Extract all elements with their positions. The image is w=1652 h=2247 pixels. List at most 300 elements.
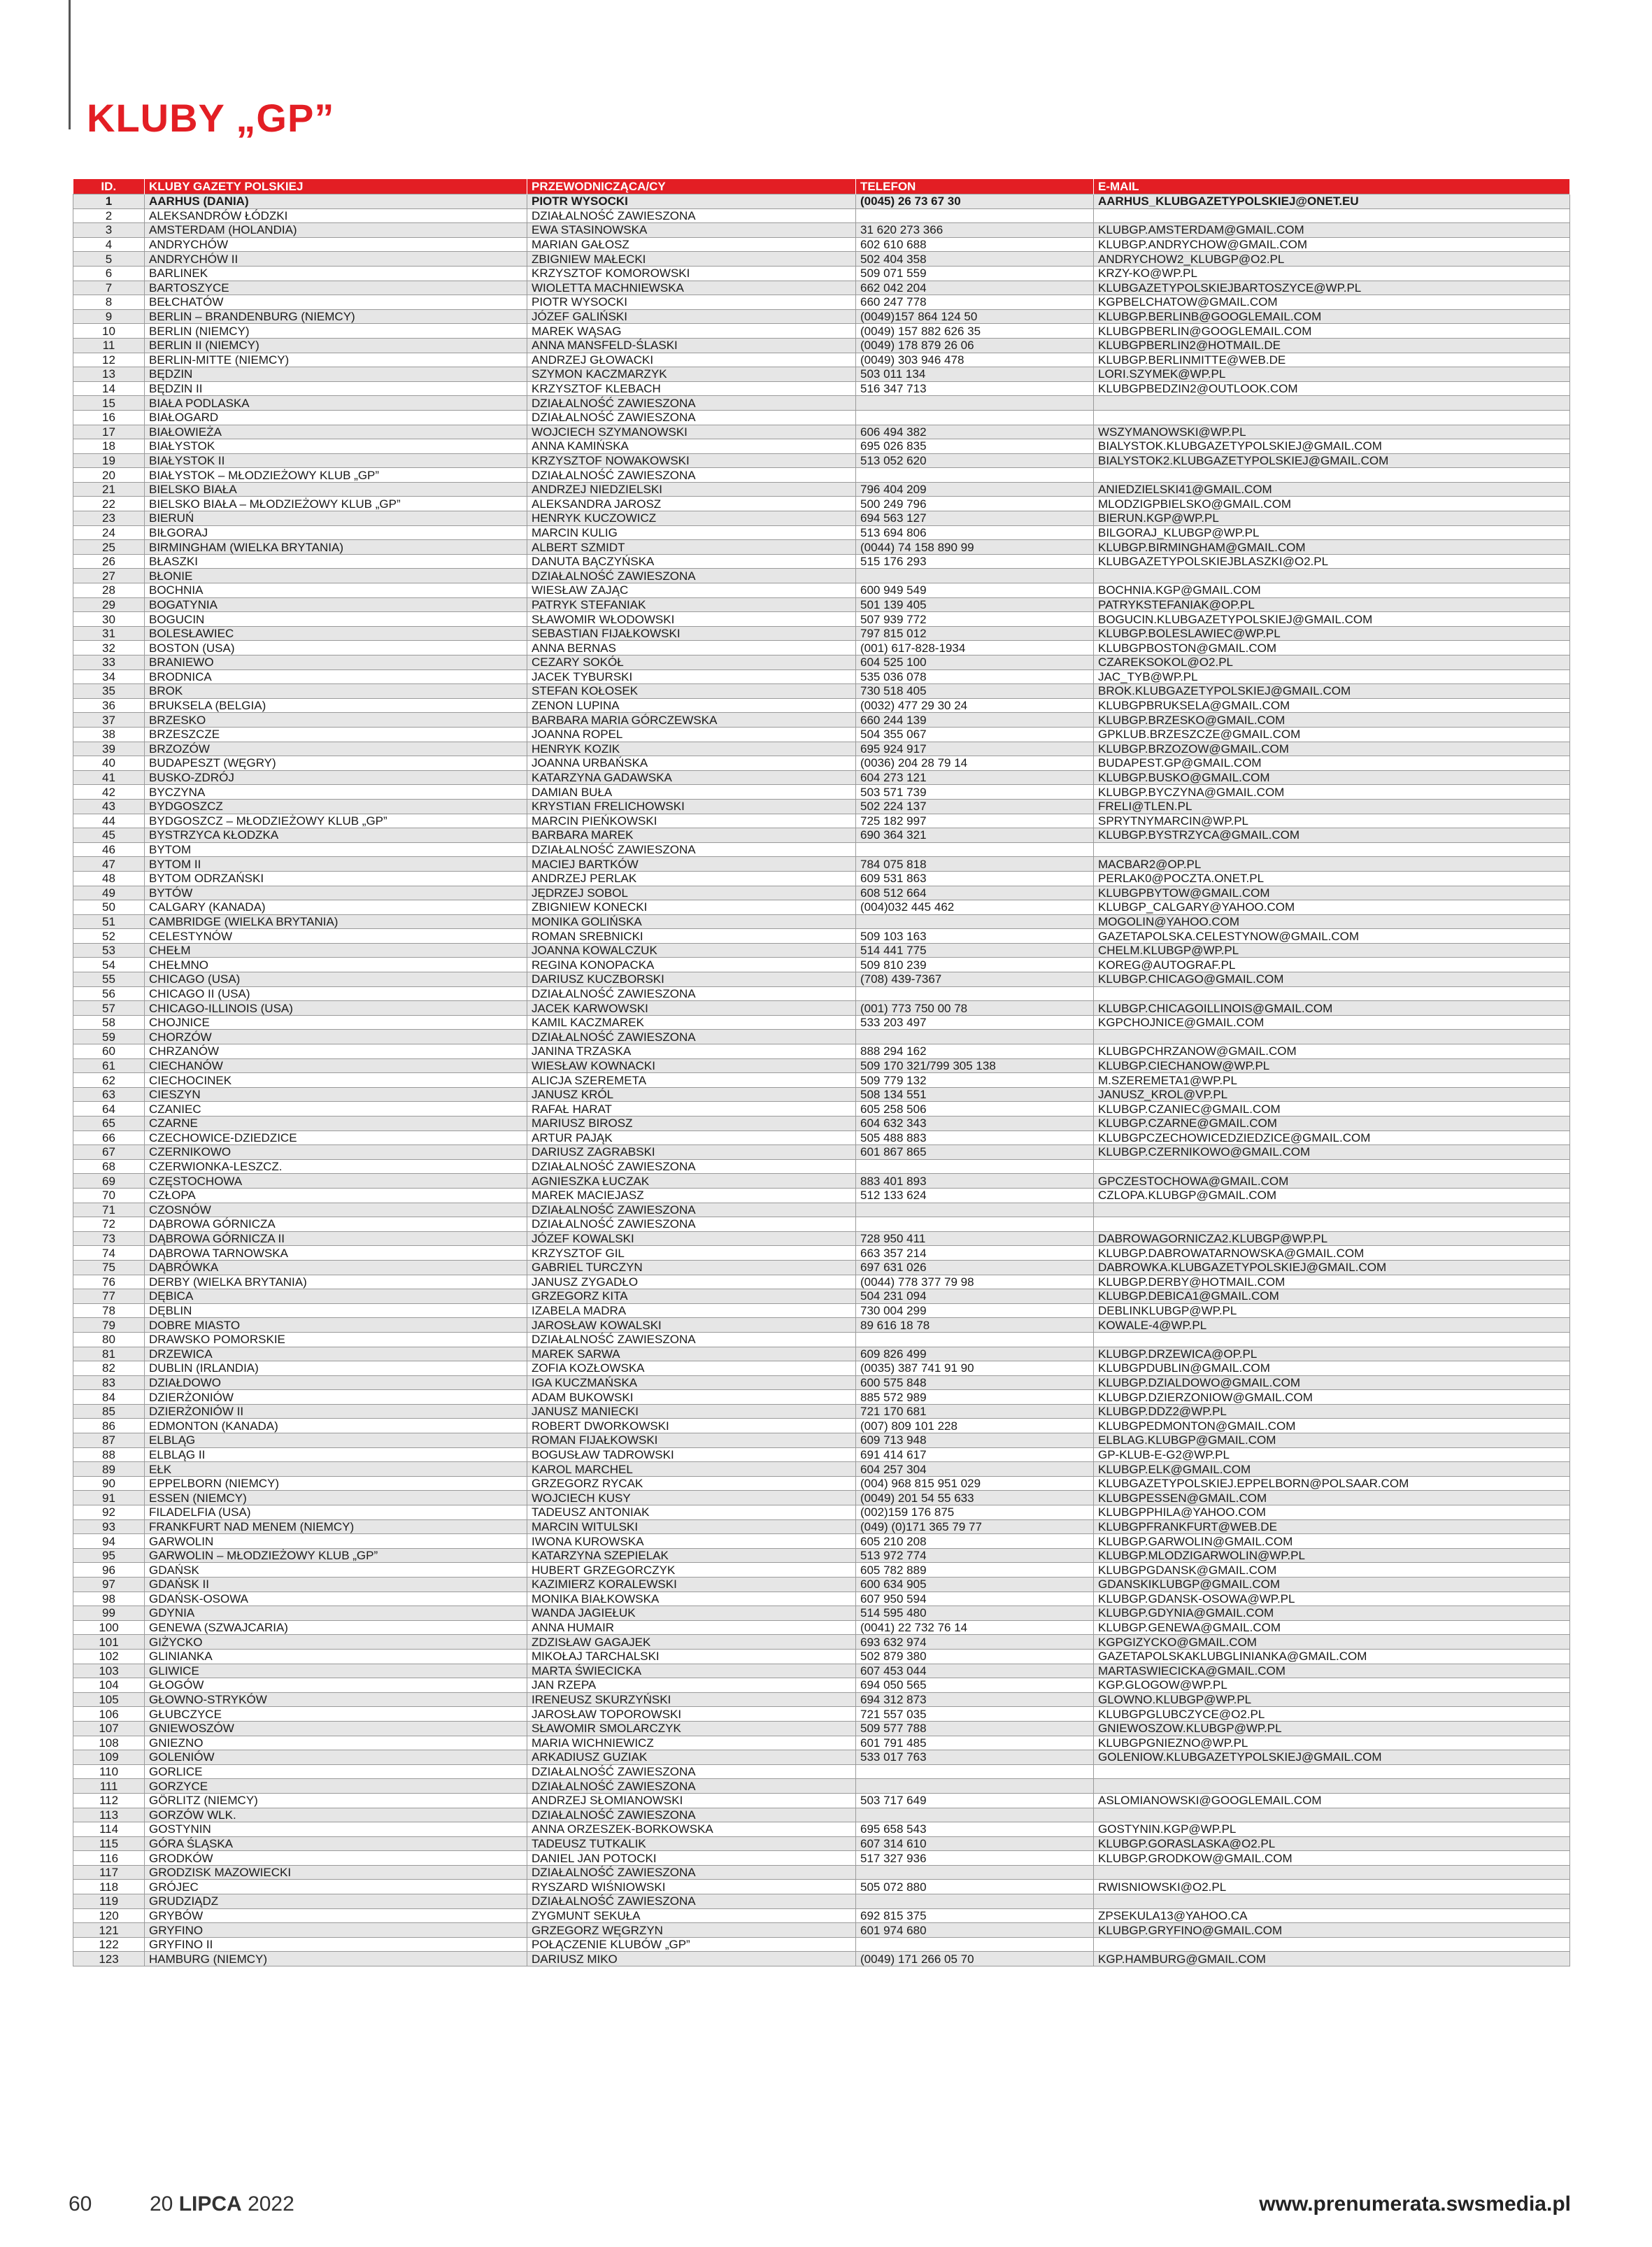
cell-chairperson: ANDRZEJ NIEDZIELSKI [527,482,856,497]
cell-id: 108 [73,1736,145,1750]
cell-chairperson: SŁAWOMIR SMOLARCZYK [527,1721,856,1736]
cell-email: CZAREKSOKOL@O2.PL [1094,655,1570,670]
cell-club: ELBLĄG II [145,1447,527,1462]
cell-phone: (007) 809 101 228 [856,1419,1094,1433]
cell-email: LORI.SZYMEK@WP.PL [1094,367,1570,382]
table-row [73,597,1570,612]
table-row [73,1664,1570,1678]
table-row [73,669,1570,684]
cell-club: BYSTRZYCA KŁODZKA [145,828,527,843]
cell-chairperson: SEBASTIAN FIJAŁKOWSKI [527,626,856,641]
cell-chairperson: MARCIN KULIG [527,525,856,540]
cell-phone: (004)032 445 462 [856,900,1094,915]
cell-chairperson: HENRYK KUCZOWICZ [527,511,856,526]
cell-email [1094,410,1570,425]
cell-chairperson: ANNA KAMIŃSKA [527,439,856,454]
cell-id: 59 [73,1030,145,1044]
cell-email: KGP.GLOGOW@WP.PL [1094,1678,1570,1693]
table-row [73,1865,1570,1880]
cell-chairperson: GRZEGORZ WĘGRZYN [527,1923,856,1938]
cell-id: 25 [73,540,145,555]
cell-id: 66 [73,1130,145,1145]
cell-club: BRANIEWO [145,655,527,670]
cell-chairperson: IZABELA MADRA [527,1303,856,1318]
cell-id: 102 [73,1649,145,1664]
cell-chairperson: MARCIN PIEŃKOWSKI [527,814,856,828]
cell-chairperson: MAREK WĄSAG [527,324,856,339]
cell-phone: 602 610 688 [856,237,1094,252]
cell-email: KLUBGP.GENEWA@GMAIL.COM [1094,1620,1570,1635]
cell-chairperson: JAROSŁAW TOPOROWSKI [527,1707,856,1722]
cell-club: DĄBROWA GÓRNICZA II [145,1231,527,1246]
cell-chairperson: JANUSZ MANIECKI [527,1404,856,1419]
cell-chairperson: JOANNA KOWALCZUK [527,943,856,958]
cell-chairperson: ZENON LUPINA [527,698,856,713]
cell-email: KLUBGP.AMSTERDAM@GMAIL.COM [1094,223,1570,238]
cell-chairperson: POŁĄCZENIE KLUBÓW „GP” [527,1937,856,1952]
cell-club: CIECHOCINEK [145,1073,527,1088]
cell-id: 94 [73,1534,145,1549]
cell-email: AARHUS_KLUBGAZETYPOLSKIEJ@ONET.EU [1094,194,1570,209]
cell-email: GAZETAPOLSKAKLUBGLINIANKA@GMAIL.COM [1094,1649,1570,1664]
cell-phone: 500 249 796 [856,497,1094,511]
cell-chairperson: JANINA TRZASKA [527,1044,856,1059]
cell-id: 5 [73,252,145,267]
cell-id: 61 [73,1058,145,1073]
cell-id: 16 [73,410,145,425]
cell-phone: 504 231 094 [856,1289,1094,1304]
cell-email: GOSTYNIN.KGP@WP.PL [1094,1822,1570,1837]
cell-id: 119 [73,1894,145,1909]
cell-id: 50 [73,900,145,915]
table-row [73,1015,1570,1030]
cell-email: MARTASWIECICKA@GMAIL.COM [1094,1664,1570,1678]
cell-phone: 693 632 974 [856,1635,1094,1650]
cell-phone: 604 257 304 [856,1462,1094,1477]
cell-club: BIAŁYSTOK II [145,453,527,468]
cell-id: 75 [73,1260,145,1275]
cell-id: 109 [73,1750,145,1765]
cell-club: CHEŁMNO [145,958,527,972]
cell-phone: 692 815 375 [856,1908,1094,1923]
cell-id: 114 [73,1822,145,1837]
cell-phone: (0035) 387 741 91 90 [856,1361,1094,1376]
cell-phone: 501 139 405 [856,597,1094,612]
table-row [73,1447,1570,1462]
table-row [73,1578,1570,1592]
cell-phone: 606 494 382 [856,425,1094,439]
table-row [73,1246,1570,1261]
cell-chairperson: ANNA ORZESZEK-BORKOWSKA [527,1822,856,1837]
cell-phone [856,986,1094,1001]
cell-phone: (001) 773 750 00 78 [856,1001,1094,1016]
table-row [73,1923,1570,1938]
cell-chairperson: RAFAŁ HARAT [527,1102,856,1117]
cell-email: PERLAK0@POCZTA.ONET.PL [1094,871,1570,886]
cell-chairperson: MARTA ŚWIECICKA [527,1664,856,1678]
cell-id: 117 [73,1865,145,1880]
cell-phone [856,410,1094,425]
cell-chairperson: KRZYSZTOF KOMOROWSKI [527,266,856,281]
table-row [73,814,1570,828]
cell-club: BIŁGORAJ [145,525,527,540]
cell-club: GRYFINO [145,1923,527,1938]
cell-chairperson: DZIAŁALNOŚĆ ZAWIESZONA [527,1030,856,1044]
cell-id: 69 [73,1174,145,1189]
cell-phone: (0036) 204 28 79 14 [856,756,1094,771]
cell-id: 100 [73,1620,145,1635]
cell-club: BRZOZÓW [145,742,527,756]
table-row [73,1044,1570,1059]
cell-email: GDANSKIKLUBGP@GMAIL.COM [1094,1578,1570,1592]
cell-club: CAMBRIDGE (WIELKA BRYTANIA) [145,914,527,929]
cell-id: 78 [73,1303,145,1318]
cell-chairperson: EWA STASINOWSKA [527,223,856,238]
cell-chairperson: MARIUSZ BIROSZ [527,1117,856,1131]
table-row [73,1117,1570,1131]
table-row [73,886,1570,900]
cell-chairperson: ANDRZEJ SŁOMIANOWSKI [527,1793,856,1808]
cell-email: KLUBGPFRANKFURT@WEB.DE [1094,1519,1570,1534]
cell-chairperson: DZIAŁALNOŚĆ ZAWIESZONA [527,986,856,1001]
cell-id: 84 [73,1390,145,1405]
cell-chairperson: DZIAŁALNOŚĆ ZAWIESZONA [527,208,856,223]
cell-chairperson: REGINA KONOPACKA [527,958,856,972]
cell-id: 47 [73,857,145,872]
table-row [73,497,1570,511]
cell-phone [856,468,1094,483]
table-row [73,727,1570,742]
cell-chairperson: DZIAŁALNOŚĆ ZAWIESZONA [527,1203,856,1217]
cell-id: 86 [73,1419,145,1433]
cell-club: EPPELBORN (NIEMCY) [145,1476,527,1491]
table-row [73,1231,1570,1246]
cell-phone: 694 050 565 [856,1678,1094,1693]
cell-chairperson: WANDA JAGIEŁUK [527,1606,856,1621]
cell-email: KLUBGP.DABROWATARNOWSKA@GMAIL.COM [1094,1246,1570,1261]
cell-email [1094,1203,1570,1217]
cell-club: CIESZYN [145,1087,527,1102]
cell-phone: 605 258 506 [856,1102,1094,1117]
cell-email: ZPSEKULA13@YAHOO.CA [1094,1908,1570,1923]
cell-email: KLUBGP.BYSTRZYCA@GMAIL.COM [1094,828,1570,843]
cell-chairperson: PATRYK STEFANIAK [527,597,856,612]
table-row [73,1361,1570,1376]
cell-chairperson: BARBARA MARIA GÓRCZEWSKA [527,713,856,728]
cell-id: 62 [73,1073,145,1088]
cell-id: 76 [73,1275,145,1289]
table-row [73,1159,1570,1174]
cell-phone: (0041) 22 732 76 14 [856,1620,1094,1635]
cell-phone [856,1808,1094,1822]
cell-chairperson: DZIAŁALNOŚĆ ZAWIESZONA [527,569,856,583]
cell-club: DZIAŁDOWO [145,1375,527,1390]
cell-email: KLUBGP.CHICAGOILLINOIS@GMAIL.COM [1094,1001,1570,1016]
table-row [73,770,1570,785]
cell-id: 49 [73,886,145,900]
cell-phone: 509 577 788 [856,1721,1094,1736]
cell-club: BŁASZKI [145,554,527,569]
cell-id: 57 [73,1001,145,1016]
cell-phone: 605 210 208 [856,1534,1094,1549]
cell-chairperson: IGA KUCZMAŃSKA [527,1375,856,1390]
table-row [73,468,1570,483]
cell-club: HAMBURG (NIEMCY) [145,1952,527,1966]
cell-email: KLUBGP.DZIERZONIOW@GMAIL.COM [1094,1390,1570,1405]
cell-phone [856,1937,1094,1952]
cell-email: MOGOLIN@YAHOO.COM [1094,914,1570,929]
cell-id: 6 [73,266,145,281]
cell-email: KLUBGPBYTOW@GMAIL.COM [1094,886,1570,900]
cell-email [1094,842,1570,857]
cell-email: KLUBGP.GARWOLIN@GMAIL.COM [1094,1534,1570,1549]
table-row [73,914,1570,929]
cell-id: 7 [73,281,145,295]
cell-club: CZĘSTOCHOWA [145,1174,527,1189]
cell-id: 13 [73,367,145,382]
cell-id: 82 [73,1361,145,1376]
cell-phone: 513 052 620 [856,453,1094,468]
cell-chairperson: DARIUSZ MIKO [527,1952,856,1966]
cell-phone [856,1779,1094,1794]
cell-phone: 502 879 380 [856,1649,1094,1664]
cell-chairperson: ZOFIA KOZŁOWSKA [527,1361,856,1376]
cell-phone: (0044) 74 158 890 99 [856,540,1094,555]
table-row [73,1721,1570,1736]
cell-id: 26 [73,554,145,569]
cell-club: ALEKSANDRÓW ŁÓDZKI [145,208,527,223]
cell-id: 80 [73,1332,145,1347]
cell-club: GŁUBCZYCE [145,1707,527,1722]
cell-chairperson: JANUSZ ZYGADŁO [527,1275,856,1289]
cell-chairperson: ARTUR PAJĄK [527,1130,856,1145]
cell-chairperson: MAREK MACIEJASZ [527,1188,856,1203]
cell-id: 46 [73,842,145,857]
issue-date-day: 20 [150,2192,173,2216]
cell-club: DRZEWICA [145,1347,527,1361]
cell-phone: 607 950 594 [856,1592,1094,1606]
cell-phone: 797 815 012 [856,626,1094,641]
cell-email: KLUBGPEDMONTON@GMAIL.COM [1094,1419,1570,1433]
cell-club: BYDGOSZCZ [145,799,527,814]
cell-phone: 695 026 835 [856,439,1094,454]
cell-club: GORZYCE [145,1779,527,1794]
cell-id: 28 [73,583,145,598]
cell-phone: 503 571 739 [856,785,1094,800]
cell-club: GORLICE [145,1764,527,1779]
cell-id: 97 [73,1578,145,1592]
table-row [73,1404,1570,1419]
table-row [73,799,1570,814]
cell-id: 34 [73,669,145,684]
cell-chairperson: SZYMON KACZMARZYK [527,367,856,382]
cell-email: KLUBGPBOSTON@GMAIL.COM [1094,641,1570,655]
table-row [73,1592,1570,1606]
cell-phone: 507 939 772 [856,612,1094,627]
cell-chairperson: KAMIL KACZMAREK [527,1015,856,1030]
cell-phone [856,842,1094,857]
table-row [73,986,1570,1001]
cell-chairperson: ALBERT SZMIDT [527,540,856,555]
cell-club: GENEWA (SZWAJCARIA) [145,1620,527,1635]
cell-club: GOLENIÓW [145,1750,527,1765]
cell-phone [856,1332,1094,1347]
table-row [73,338,1570,353]
cell-id: 54 [73,958,145,972]
website-link[interactable]: www.prenumerata.swsmedia.pl [1259,2192,1571,2216]
cell-chairperson: KAZIMIERZ KORALEWSKI [527,1578,856,1592]
table-row [73,525,1570,540]
cell-chairperson: JACEK TYBURSKI [527,669,856,684]
cell-phone: (0049) 178 879 26 06 [856,338,1094,353]
cell-club: GÖRLITZ (NIEMCY) [145,1793,527,1808]
table-row [73,511,1570,526]
cell-phone: 730 004 299 [856,1303,1094,1318]
table-row [73,1620,1570,1635]
table-row [73,1736,1570,1750]
cell-club: BEŁCHATÓW [145,295,527,310]
cell-phone: 502 224 137 [856,799,1094,814]
table-row [73,828,1570,843]
cell-email: KLUBGPBERLIN2@HOTMAIL.DE [1094,338,1570,353]
table-row [73,1130,1570,1145]
cell-club: GRODZISK MAZOWIECKI [145,1865,527,1880]
cell-id: 91 [73,1491,145,1505]
cell-id: 101 [73,1635,145,1650]
cell-phone: 885 572 989 [856,1390,1094,1405]
cell-chairperson: DANUTA BĄCZYŃSKA [527,554,856,569]
cell-id: 18 [73,439,145,454]
column-header-phone: TELEFON [856,179,1094,194]
cell-chairperson: BARBARA MAREK [527,828,856,843]
cell-email: CHELM.KLUBGP@WP.PL [1094,943,1570,958]
cell-id: 92 [73,1505,145,1520]
cell-email: KLUBGP.GDYNIA@GMAIL.COM [1094,1606,1570,1621]
table-row [73,1519,1570,1534]
cell-chairperson: WIESŁAW KOWNACKI [527,1058,856,1073]
cell-id: 68 [73,1159,145,1174]
cell-chairperson: KAROL MARCHEL [527,1462,856,1477]
cell-chairperson: DZIAŁALNOŚĆ ZAWIESZONA [527,1808,856,1822]
cell-club: BYTÓW [145,886,527,900]
cell-phone: (708) 439-7367 [856,972,1094,987]
table-row [73,425,1570,439]
table-row [73,1750,1570,1765]
cell-phone: 601 974 680 [856,1923,1094,1938]
cell-email: SPRYTNYMARCIN@WP.PL [1094,814,1570,828]
table-row [73,958,1570,972]
cell-chairperson: MIKOŁAJ TARCHALSKI [527,1649,856,1664]
cell-id: 3 [73,223,145,238]
cell-id: 105 [73,1692,145,1707]
table-row [73,194,1570,209]
cell-email: KLUBGPESSEN@GMAIL.COM [1094,1491,1570,1505]
cell-email: GOLENIOW.KLUBGAZETYPOLSKIEJ@GMAIL.COM [1094,1750,1570,1765]
cell-chairperson: JĘDRZEJ SOBOL [527,886,856,900]
cell-phone: 601 791 485 [856,1736,1094,1750]
cell-chairperson: DAMIAN BUŁA [527,785,856,800]
cell-email: JAC_TYB@WP.PL [1094,669,1570,684]
cell-id: 31 [73,626,145,641]
issue-date-month: LIPCA [178,2192,242,2216]
cell-club: GLINIANKA [145,1649,527,1664]
cell-club: BĘDZIN II [145,381,527,396]
cell-phone: 725 182 997 [856,814,1094,828]
cell-chairperson: RYSZARD WIŚNIOWSKI [527,1880,856,1894]
table-row [73,1174,1570,1189]
cell-id: 44 [73,814,145,828]
table-row [73,1188,1570,1203]
cell-club: CHICAGO II (USA) [145,986,527,1001]
cell-id: 112 [73,1793,145,1808]
cell-club: BRUKSELA (BELGIA) [145,698,527,713]
cell-email: KLUBGP.DZIALDOWO@GMAIL.COM [1094,1375,1570,1390]
cell-email: KLUBGP.GDANSK-OSOWA@WP.PL [1094,1592,1570,1606]
cell-chairperson: ANNA MANSFELD-ŚLASKI [527,338,856,353]
cell-phone: (0049) 157 882 626 35 [856,324,1094,339]
top-vertical-rule [69,0,71,129]
cell-id: 73 [73,1231,145,1246]
cell-id: 11 [73,338,145,353]
table-row [73,1649,1570,1664]
cell-club: ELBLĄG [145,1433,527,1448]
cell-id: 122 [73,1937,145,1952]
cell-phone: 888 294 162 [856,1044,1094,1059]
cell-phone: 600 949 549 [856,583,1094,598]
cell-phone: 512 133 624 [856,1188,1094,1203]
cell-id: 120 [73,1908,145,1923]
cell-chairperson: JAN RZEPA [527,1678,856,1693]
cell-club: BĘDZIN [145,367,527,382]
cell-club: BIERUŃ [145,511,527,526]
cell-phone [856,208,1094,223]
cell-chairperson: PIOTR WYSOCKI [527,295,856,310]
table-row [73,353,1570,367]
cell-club: CZERNIKOWO [145,1145,527,1160]
cell-club: BUDAPESZT (WĘGRY) [145,756,527,771]
cell-phone [856,1159,1094,1174]
cell-phone: (0045) 26 73 67 30 [856,194,1094,209]
table-row [73,900,1570,915]
cell-email: KLUBGPCZECHOWICEDZIEDZICE@GMAIL.COM [1094,1130,1570,1145]
cell-email: CZLOPA.KLUBGP@GMAIL.COM [1094,1188,1570,1203]
cell-phone: 504 355 067 [856,727,1094,742]
cell-club: DĄBROWA GÓRNICZA [145,1217,527,1232]
cell-club: CZŁOPA [145,1188,527,1203]
cell-email: KLUBGAZETYPOLSKIEJBARTOSZYCE@WP.PL [1094,281,1570,295]
cell-chairperson: BOGUSŁAW TADROWSKI [527,1447,856,1462]
cell-club: DĘBICA [145,1289,527,1304]
cell-chairperson: GABRIEL TURCZYN [527,1260,856,1275]
table-row [73,1534,1570,1549]
cell-email [1094,1159,1570,1174]
cell-chairperson: DARIUSZ ZAGRABSKI [527,1145,856,1160]
table-row [73,223,1570,238]
cell-chairperson: TADEUSZ TUTKALIK [527,1836,856,1851]
cell-club: GDAŃSK-OSOWA [145,1592,527,1606]
cell-email: KLUBGP.GRODKOW@GMAIL.COM [1094,1851,1570,1866]
cell-id: 95 [73,1548,145,1563]
cell-phone: 662 042 204 [856,281,1094,295]
cell-id: 39 [73,742,145,756]
cell-club: GDAŃSK [145,1563,527,1578]
table-row [73,453,1570,468]
table-row [73,309,1570,324]
cell-club: BYTOM ODRZAŃSKI [145,871,527,886]
cell-phone: 695 924 917 [856,742,1094,756]
cell-club: GIŻYCKO [145,1635,527,1650]
cell-phone: 609 713 948 [856,1433,1094,1448]
